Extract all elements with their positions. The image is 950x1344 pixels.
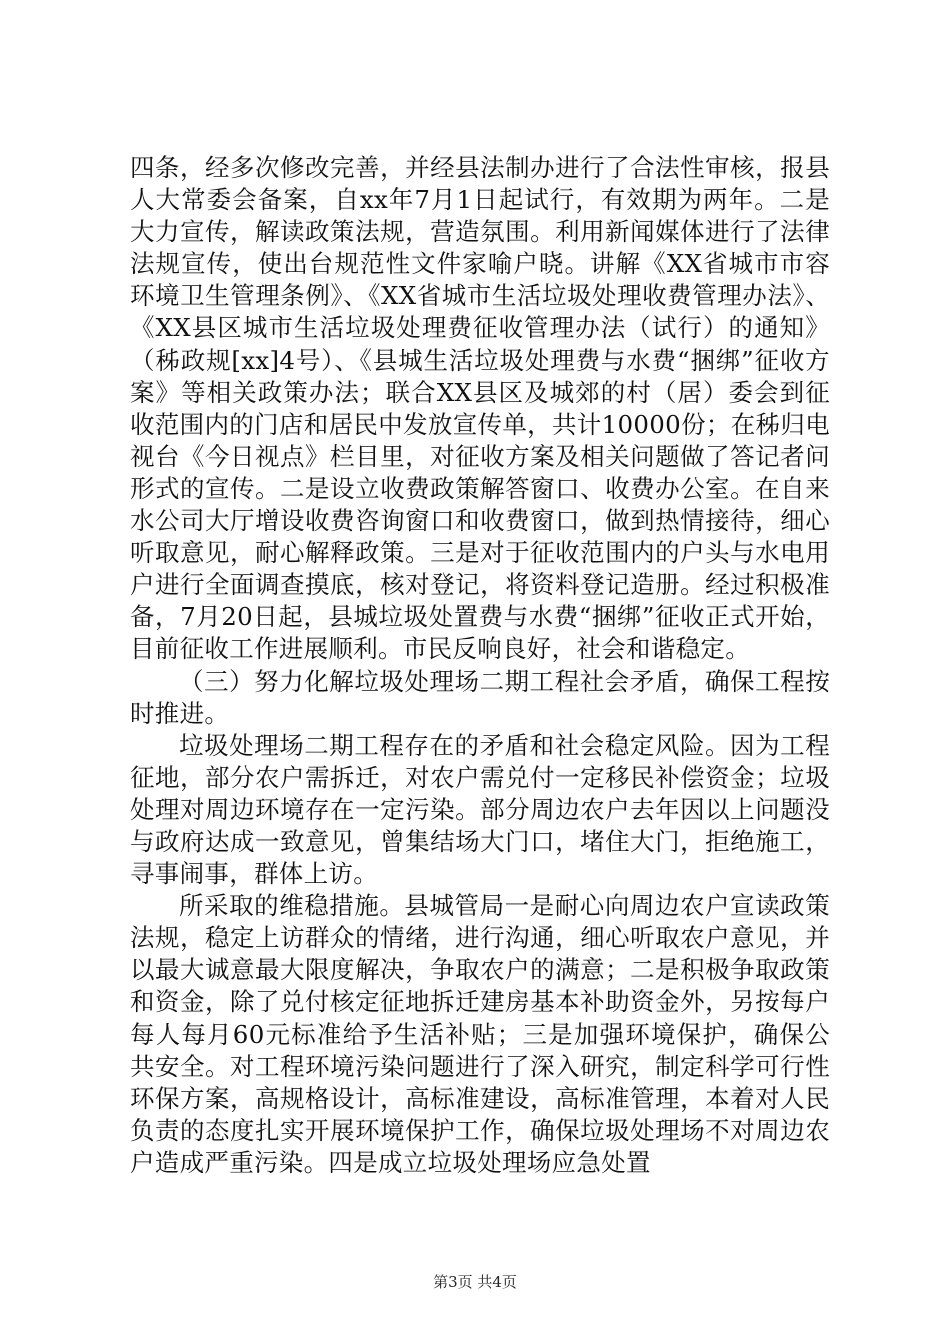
page-number-label: 第3页 共4页	[433, 1273, 517, 1291]
paragraph-2-section-heading: （三）努力化解垃圾处理场二期工程社会矛盾，确保工程按时推进。	[130, 666, 830, 728]
paragraph-1: 四条，经多次修改完善，并经县法制办进行了合法性审核，报县人大常委会备案，自xx年7月1日起试行，有效期为两年。二是大力宣传，解读政策法规，营造氛围。利用新闻媒体进行了法律法规宣传，使出台规范性文件家喻户晓。讲解《XX省城市市容环境卫生管理条例》、《XX省城市生活垃圾处理收费管理办法》、《XX县区城市生活垃圾处理费征收管理办法（试行）的通知》（秭政规[xx]4号）、《县城生活垃圾处理费与水费“捆绑”征收方案》等相关政策办法；联合XX县区及城郊的村（居）委会到征收范围内的门店和居民中发放宣传单，共计10000份；在秭归电视台《今日视点》栏目里，对征收方案及相关问题做了答记者问形式的宣传。二是设立收费政策解答窗口、收费办公室。在自来水公司大厅增设收费咨询窗口和收费窗口，做到热情接待，细心听取意见，耐心解释政策。三是对于征收范围内的户头与水电用户进行全面调查摸底，核对登记，将资料登记造册。经过积极准备，7月20日起，县城垃圾处置费与水费“捆绑”征收正式开始，目前征收工作进展顺利。市民反响良好，社会和谐稳定。	[130, 153, 830, 664]
paragraph-4: 所采取的维稳措施。县城管局一是耐心向周边农户宣读政策法规，稳定上访群众的情绪，进行沟通，细心听取农户意见，并以最大诚意最大限度解决，争取农户的满意；二是积极争取政策和资金，除了兑付核定征地拆迁建房基本补助资金外，另按每户每人每月60元标准给予生活补贴；三是加强环境保护，确保公共安全。对工程环境污染问题进行了深入研究，制定科学可行性环保方案，高规格设计，高标准建设，高标准管理，本着对人民负责的态度扎实开展环境保护工作，确保垃圾处理场不对周边农户造成严重污染。四是成立垃圾处理场应急处置	[130, 891, 830, 1177]
document-body	[130, 152, 830, 1179]
paragraph-3: 垃圾处理场二期工程存在的矛盾和社会稳定风险。因为工程征地，部分农户需拆迁，对农户需兑付一定移民补偿资金；垃圾处理对周边环境存在一定污染。部分周边农户去年因以上问题没与政府达成一致意见，曾集结场大门口，堵住大门，拒绝施工，寻事闹事，群体上访。	[130, 730, 830, 889]
page-footer	[0, 1272, 950, 1292]
